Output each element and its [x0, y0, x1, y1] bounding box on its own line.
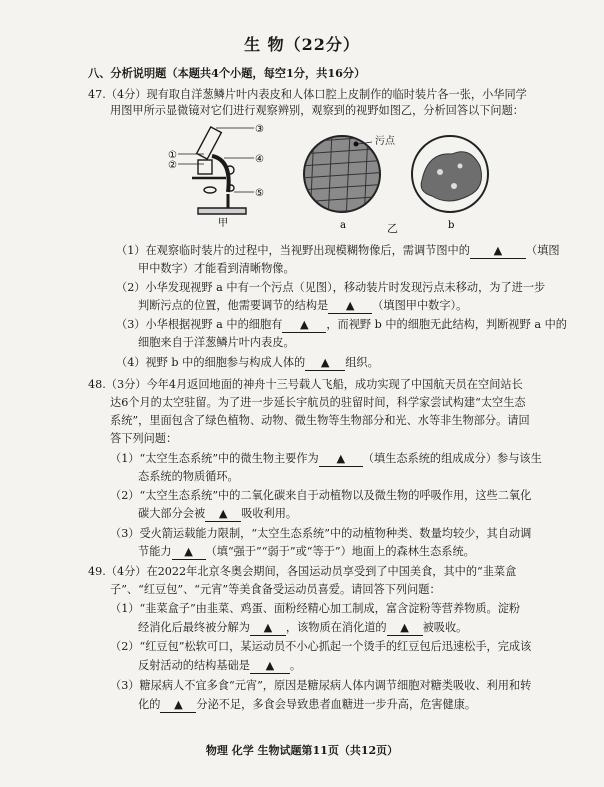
page-footer: 物理 化学 生物试题第11页（共12页） [205, 744, 399, 757]
q47-stem-1: 47.（4分）现有取自洋葱鳞片叶内表皮和人体口腔上皮制作的临时装片各一张，小华同学 [88, 88, 527, 101]
q49-part1-cont: 经消化后最终被分解为 ▲ ，该物质在消化道的 ▲ 被吸收。 [138, 621, 468, 634]
q47-part2-cont: 判断污点的位置，他需要调节的结构是 ▲ （填图甲中数字）。 [138, 299, 468, 312]
answer-blank[interactable]: ▲ [282, 318, 326, 333]
q47-part1-cont: 甲中数字）才能看到清晰物像。 [138, 262, 295, 275]
stain-dot [354, 142, 359, 147]
q49-part1: （1）“韭菜盒子”由韭菜、鸡蛋、面粉经精心加工制成，富含淀粉等营养物质。淀粉 [110, 602, 521, 615]
q49-stem-1: 49.（4分）在2022年北京冬奥会期间，各国运动员享受到了中国美食，其中的“韭菜盒 [88, 565, 517, 578]
nosepiece [198, 160, 212, 174]
q47-part3-cont: 细胞来自于洋葱鳞片叶内表皮。 [138, 336, 295, 349]
q47-stem-2: 用图甲所示显微镜对它们进行观察辨别，观察到的视野如图乙，分析回答以下问题： [110, 104, 524, 117]
q48-part3-cont: 节能力 ▲ （填“强于”“弱于”或“等于”）地面上的森林生态系统。 [138, 545, 475, 558]
answer-blank[interactable]: ▲ [160, 698, 196, 713]
q48-stem-3: 系统”，里面包含了绿色植物、动物、微生物等生物部分和光、水等非生物部分。请回 [110, 414, 530, 427]
caption-jia: 甲 [218, 218, 228, 228]
answer-blank[interactable]: ▲ [172, 545, 206, 560]
q49-part2-cont: 反射活动的结构基础是 ▲ 。 [138, 659, 302, 672]
answer-blank[interactable]: ▲ [387, 621, 423, 636]
q48-stem-2: 达6个月的太空驻留。为了进一步延长宇航员的驻留时间，科学家尝试构建“太空生态 [110, 396, 526, 409]
q48-part2: （2）“太空生态系统”中的二氧化碳来自于动植物以及微生物的呼吸作用，这些二氧化 [110, 489, 532, 502]
caption-yi: 乙 [387, 222, 398, 235]
arm [212, 156, 229, 192]
view-b-figure [408, 132, 498, 230]
answer-blank[interactable]: ▲ [250, 621, 286, 636]
q48-part1-cont: 态系统的物质循环。 [138, 470, 239, 483]
caption-a: a [340, 220, 346, 230]
label-1: ① [168, 150, 177, 161]
stain-label: 污点 [375, 136, 395, 147]
label-3: ③ [255, 124, 264, 135]
label-2: ② [168, 160, 177, 171]
q48-part1: （1）“太空生态系统”中的微生物主要作为 ▲ （填生态系统的组成成分）参与该生 [110, 452, 542, 465]
answer-blank[interactable]: ▲ [205, 507, 241, 522]
answer-blank[interactable]: ▲ [305, 356, 345, 371]
q48-part2-cont: 碳大部分会被 ▲ 吸收利用。 [138, 507, 298, 520]
q47-part3: （3）小华根据视野 a 中的细胞有 ▲ ，而视野 b 中的细胞无此结构，判断视野 a 中的 [116, 318, 567, 331]
section-heading: 八、分析说明题（本题共4个小题，每空1分，共16分） [88, 66, 366, 80]
caption-b: b [448, 220, 455, 230]
q47-part1: （1）在观察临时装片的过程中，当视野出现模糊物像后，需调节图中的 ▲ （填图 [116, 244, 560, 257]
base [198, 208, 246, 214]
q48-stem-4: 答下列问题： [110, 432, 178, 445]
answer-blank[interactable]: ▲ [319, 452, 363, 467]
q47-part2: （2）小华发现视野 a 中有一个污点（见图），移动装片时发现污点未移动，为了进一步 [116, 281, 546, 294]
answer-blank[interactable]: ▲ [328, 299, 372, 314]
answer-blank[interactable]: ▲ [250, 659, 290, 674]
microscope-figure [168, 120, 278, 228]
mirror [204, 187, 216, 193]
q49-part2: （2）“红豆包”松软可口，某运动员不小心抓起一个烫手的红豆包后迅速松手，完成该 [110, 640, 532, 653]
q49-stem-2: 子”、“红豆包”、“元宵”等美食备受运动员喜爱。请回答下列问题： [110, 583, 441, 596]
q49-part3-cont: 化的 ▲ 分泌不足，多食会导致患者血糖进一步升高，危害健康。 [138, 698, 477, 711]
label-4: ④ [255, 154, 264, 165]
page-title: 生 物（22分） [244, 35, 360, 54]
q48-part3: （3）受火箭运载能力限制，“太空生态系统”中的动植物种类、数量均较少，其自动调 [110, 527, 532, 540]
q48-stem-1: 48.（3分）今年4月返回地面的神舟十三号载人飞船，成功实现了中国航天员在空间站长 [88, 378, 523, 391]
label-5: ⑤ [255, 188, 264, 199]
q49-part3: （3）糖尿病人不宜多食“元宵”，原因是糖尿病人体内调节细胞对糖类吸收、利用和转 [110, 679, 532, 692]
q47-part4: （4）视野 b 中的细胞参与构成人体的 ▲ 组织。 [116, 356, 379, 369]
answer-blank[interactable]: ▲ [470, 244, 526, 259]
